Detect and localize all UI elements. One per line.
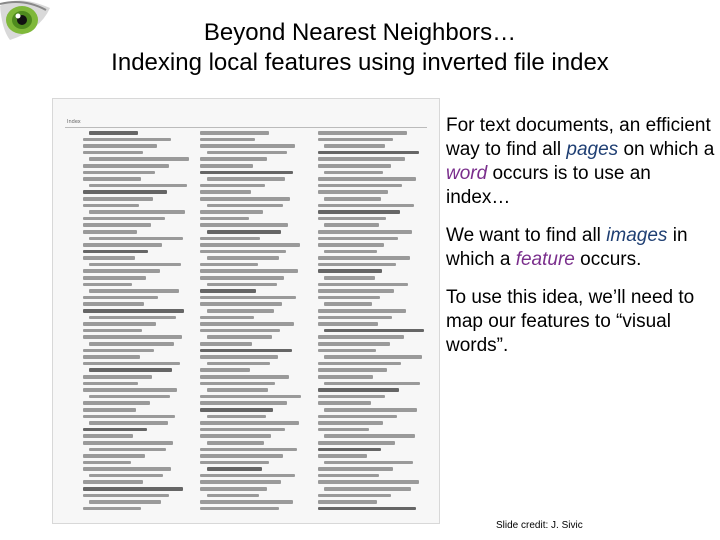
index-entry-line (324, 197, 381, 201)
index-entry-line (318, 362, 402, 366)
index-entry-line (200, 382, 275, 386)
index-entry-line (207, 415, 266, 419)
index-entry-line (89, 474, 163, 478)
index-entry-line (207, 494, 260, 498)
index-entry-line (318, 421, 383, 425)
index-entry-line (83, 415, 175, 419)
index-entry-line (83, 388, 177, 392)
index-header-label: Index (67, 119, 81, 125)
index-entry-line (83, 467, 171, 471)
index-entry-line (200, 329, 279, 333)
index-entry-line (83, 256, 135, 260)
slide-credit: Slide credit: J. Sivic (496, 520, 583, 531)
index-entry-line (318, 375, 374, 379)
index-entry-line (89, 263, 180, 267)
index-entry-line (83, 322, 156, 326)
bullet-text: in which a (446, 225, 688, 270)
bullet-item (446, 286, 716, 358)
index-entry-line (324, 171, 383, 175)
index-entry-line (200, 296, 296, 300)
index-entry-line (200, 368, 249, 372)
index-entry-line (200, 421, 299, 425)
index-entry-line (89, 421, 167, 425)
index-entry-line (200, 131, 269, 135)
index-entry-line (324, 250, 377, 254)
index-entry-line (83, 382, 138, 386)
index-entry-line (318, 335, 404, 339)
index-entry-line (200, 223, 288, 227)
index-page-image (52, 98, 440, 524)
index-entry-line (318, 164, 391, 168)
index-entry-line (318, 480, 419, 484)
index-entry-line (318, 467, 393, 471)
index-entry-line (318, 507, 417, 511)
index-entry-line (318, 309, 406, 313)
index-entry-line (207, 441, 264, 445)
bullet-text: occurs is to use an index… (446, 163, 651, 208)
index-entry-line (318, 395, 386, 399)
title-line-1: Beyond Nearest Neighbors… (203, 19, 517, 46)
index-entry-line (207, 362, 270, 366)
index-entry-line (324, 276, 374, 280)
index-entry-line (200, 448, 297, 452)
index-entry-line (318, 428, 370, 432)
index-entry-line (200, 164, 253, 168)
index-entry-line (89, 289, 178, 293)
index-entry-line (83, 329, 142, 333)
index-entry-line (200, 355, 277, 359)
index-entry-line (89, 157, 189, 161)
index-entry-line (324, 461, 413, 465)
index-entry-line (83, 362, 180, 366)
index-entry-line (83, 269, 160, 273)
index-entry-line (200, 434, 271, 438)
index-entry-line (89, 500, 161, 504)
index-entry-line (83, 283, 132, 287)
index-entry-line (83, 349, 154, 353)
index-entry-line (324, 487, 411, 491)
index-entry-line (200, 375, 289, 379)
index-entry-line (318, 151, 419, 155)
index-entry-line (207, 335, 272, 339)
index-entry-line (200, 480, 280, 484)
index-entry-line (200, 197, 290, 201)
index-entry-line (200, 190, 250, 194)
index-entry-line (318, 131, 407, 135)
bullet-list (446, 114, 716, 372)
bullet-item (446, 114, 716, 210)
index-entry-line (200, 401, 287, 405)
index-entry-line (318, 243, 385, 247)
bullet-item (446, 224, 716, 272)
index-header-rule (65, 127, 427, 128)
bullet-text: To use this idea, we’ll need to map our features to “visual words”. (446, 287, 695, 356)
index-entry-line (318, 256, 410, 260)
index-entry-line (324, 382, 420, 386)
index-entry-line (200, 157, 267, 161)
index-entry-line (318, 230, 412, 234)
index-entry-line (200, 217, 248, 221)
index-entry-line (318, 474, 379, 478)
index-entry-line (83, 177, 141, 181)
index-entry-line (318, 500, 377, 504)
index-entry-line (200, 507, 278, 511)
index-entry-line (83, 217, 165, 221)
index-entry-line (200, 269, 298, 273)
index-entry-line (200, 322, 293, 326)
index-entry-line (207, 467, 262, 471)
index-entry-line (318, 138, 393, 142)
index-entry-line (318, 388, 400, 392)
index-entry-line (207, 283, 277, 287)
index-entry-line (83, 230, 137, 234)
index-entry-line (207, 151, 287, 155)
index-entry-line (207, 388, 268, 392)
bullet-emphasis: pages (566, 139, 619, 160)
index-entry-line (207, 177, 285, 181)
index-entry-line (200, 461, 269, 465)
index-entry-line (83, 144, 157, 148)
index-entry-line (83, 197, 153, 201)
index-entry-line (318, 316, 392, 320)
index-entry-line (318, 296, 380, 300)
index-entry-line (83, 171, 155, 175)
index-entry-line (83, 401, 150, 405)
index-entry-line (89, 395, 169, 399)
index-entry-line (318, 349, 376, 353)
index-entry-line (83, 190, 167, 194)
index-column-2 (200, 131, 307, 511)
index-entry-line (83, 250, 148, 254)
index-entry-line (83, 309, 184, 313)
index-entry-line (200, 454, 283, 458)
index-entry-line (324, 223, 379, 227)
index-entry-line (83, 454, 145, 458)
index-entry-line (83, 302, 144, 306)
index-entry-line (324, 302, 372, 306)
index-entry-line (200, 243, 300, 247)
bullet-text: on which a (618, 139, 715, 160)
index-entry-line (83, 441, 173, 445)
index-column-3 (318, 131, 425, 511)
bullet-text: For text documents, an efficient way to find all (446, 115, 711, 160)
index-entry-line (83, 494, 169, 498)
index-entry-line (318, 157, 405, 161)
index-entry-line (318, 368, 388, 372)
index-entry-line (318, 401, 372, 405)
index-entry-line (200, 138, 255, 142)
index-entry-line (318, 289, 394, 293)
index-entry-line (324, 408, 417, 412)
title-line-2: Indexing local features using inverted file index (111, 49, 609, 76)
index-entry-line (89, 448, 165, 452)
index-entry-line (200, 184, 264, 188)
index-entry-line (318, 448, 381, 452)
index-entry-line (83, 335, 182, 339)
index-entry-line (83, 434, 133, 438)
index-entry-line (318, 322, 378, 326)
index-entry-line (83, 296, 158, 300)
index-entry-line (318, 237, 398, 241)
index-entry-line (89, 368, 172, 372)
index-entry-line (89, 131, 137, 135)
index-entry-line (200, 487, 267, 491)
index-entry-line (200, 349, 291, 353)
index-entry-line (318, 441, 395, 445)
index-entry-line (200, 250, 286, 254)
index-entry-line (318, 342, 390, 346)
index-entry-line (200, 395, 301, 399)
index-entry-line (318, 454, 367, 458)
index-entry-line (207, 204, 283, 208)
bullet-emphasis: feature (515, 249, 575, 270)
index-entry-line (318, 184, 403, 188)
index-entry-line (200, 263, 258, 267)
index-entry-line (83, 151, 143, 155)
index-entry-line (200, 144, 294, 148)
index-entry-line (83, 480, 143, 484)
index-entry-line (83, 138, 171, 142)
index-entry-line (83, 223, 151, 227)
index-entry-line (200, 474, 294, 478)
index-entry-line (83, 276, 146, 280)
index-entry-line (318, 190, 389, 194)
index-entry-line (200, 171, 292, 175)
index-entry-line (318, 177, 417, 181)
index-entry-line (89, 237, 182, 241)
index-entry-line (83, 164, 169, 168)
index-entry-line (83, 487, 183, 491)
index-entry-line (318, 269, 382, 273)
index-entry-line (83, 507, 141, 511)
index-entry-line (83, 461, 131, 465)
slide-title (0, 18, 720, 78)
index-entry-line (83, 243, 162, 247)
index-entry-line (318, 283, 408, 287)
index-entry-line (324, 434, 415, 438)
index-entry-line (318, 263, 396, 267)
bullet-emphasis: images (606, 225, 668, 246)
index-entry-line (207, 230, 281, 234)
index-entry-line (207, 256, 279, 260)
index-entry-line (200, 342, 252, 346)
index-entry-line (324, 355, 422, 359)
index-entry-line (200, 408, 273, 412)
index-entry-line (89, 184, 187, 188)
index-entry-line (324, 329, 424, 333)
index-entry-line (83, 204, 139, 208)
index-entry-line (83, 408, 136, 412)
index-entry-line (200, 237, 260, 241)
index-entry-line (83, 375, 152, 379)
bullet-text: occurs. (574, 249, 642, 270)
index-entry-line (318, 210, 401, 214)
index-entry-line (83, 428, 147, 432)
index-entry-line (200, 316, 254, 320)
index-entry-line (200, 500, 292, 504)
index-entry-line (318, 217, 387, 221)
index-entry-line (324, 144, 385, 148)
index-entry-line (83, 355, 140, 359)
index-entry-line (318, 204, 415, 208)
index-entry-line (200, 289, 256, 293)
index-entry-line (318, 415, 397, 419)
index-entry-line (207, 309, 275, 313)
index-entry-line (89, 316, 176, 320)
index-columns (83, 131, 425, 511)
bullet-emphasis: word (446, 163, 488, 184)
index-entry-line (200, 428, 285, 432)
index-entry-line (89, 342, 174, 346)
bullet-text: We want to find all (446, 225, 607, 246)
index-entry-line (200, 276, 284, 280)
index-entry-line (89, 210, 185, 214)
index-entry-line (200, 210, 262, 214)
index-entry-line (318, 494, 391, 498)
index-entry-line (200, 302, 282, 306)
index-column-1 (83, 131, 190, 511)
